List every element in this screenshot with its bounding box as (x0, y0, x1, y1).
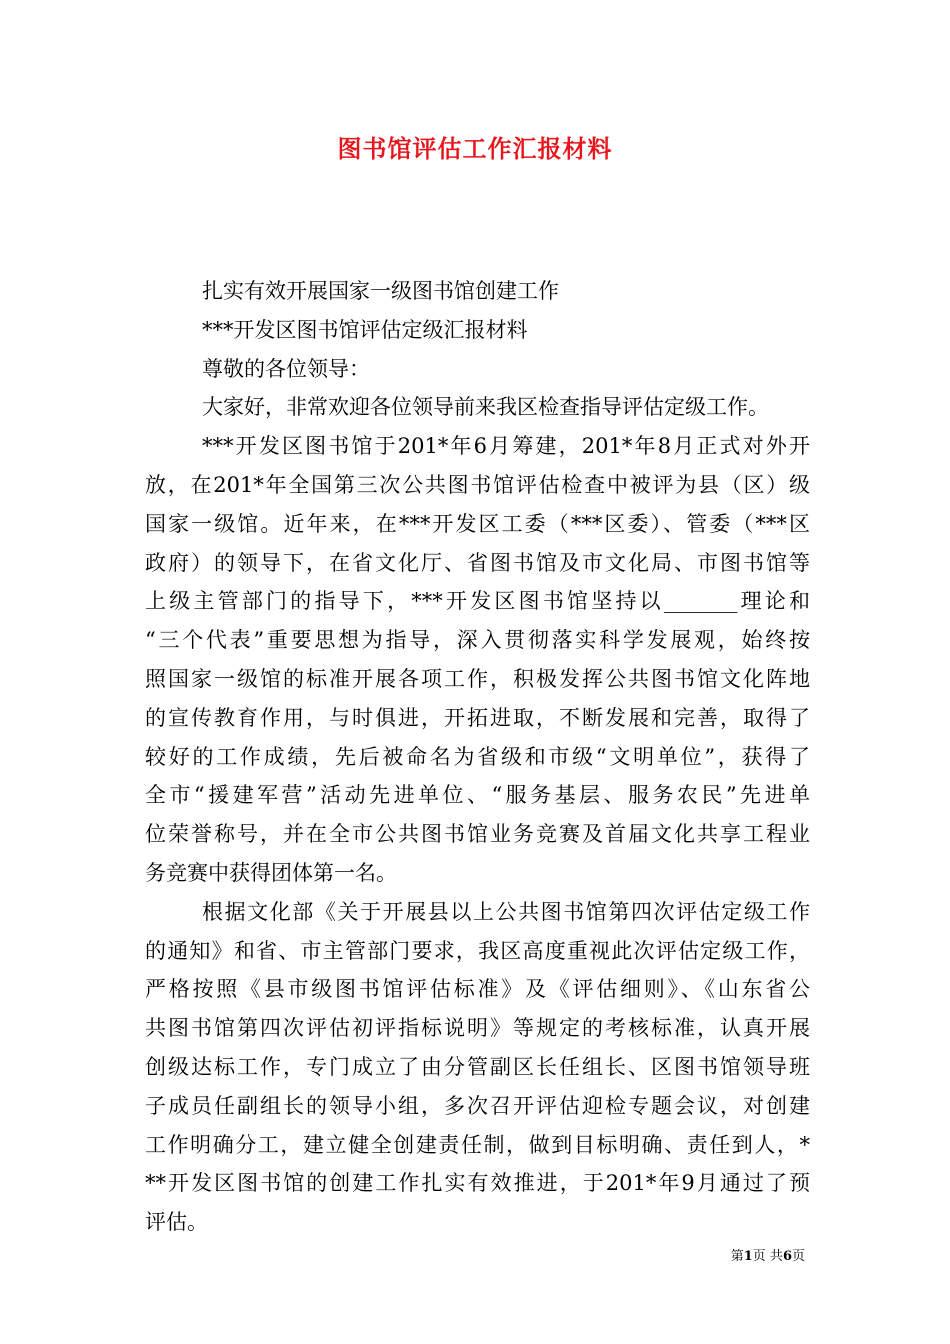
footer-suffix: 页 (791, 1249, 805, 1264)
body-line: 评估。 (145, 1210, 208, 1235)
body-line: 位荣誉称号，并在全市公共图书馆业务竞赛及首届文化共享工程业 (145, 822, 810, 847)
footer-prefix: 第 (730, 1249, 744, 1264)
body-line: 根据文化部《关于开展县以上公共图书馆第四次评估定级工作 (202, 899, 810, 924)
footer-current-page: 1 (743, 1249, 753, 1264)
body-line: 的通知》和省、市主管部门要求，我区高度重视此次评估定级工作， (145, 938, 810, 963)
body-line: 扎实有效开展国家一级图书馆创建工作 (202, 279, 559, 303)
body-line: 尊敬的各位领导： (202, 356, 370, 381)
document-title: 图书馆评估工作汇报材料 (337, 134, 613, 163)
body-line: 子成员任副组长的领导小组，多次召开评估迎检专题会议，对创建 (145, 1093, 810, 1118)
body-line: 工作明确分工，建立健全创建责任制，做到目标明确、责任到人，* (145, 1132, 810, 1157)
body-line: 照国家一级馆的标准开展各项工作，积极发挥公共图书馆文化阵地 (145, 666, 810, 691)
body-line: 全市“援建军营”活动先进单位、“服务基层、服务农民”先进单 (145, 783, 810, 808)
page-footer (731, 1248, 805, 1266)
body-line: 政府）的领导下，在省文化厅、省图书馆及市文化局、市图书馆等 (145, 550, 810, 575)
body-line: 的宣传教育作用，与时俱进，开拓进取，不断发展和完善，取得了 (145, 705, 810, 730)
body-line: ***开发区图书馆评估定级汇报材料 (202, 317, 528, 342)
body-line: 创级达标工作，专门成立了由分管副区长任组长、区图书馆领导班 (145, 1054, 810, 1079)
footer-total-pages: 6 (782, 1249, 792, 1264)
body-line: **开发区图书馆的创建工作扎实有效推进，于201*年9月通过了预 (145, 1171, 810, 1196)
body-line: 共图书馆第四次评估初评指标说明》等规定的考核标准，认真开展 (145, 1016, 810, 1041)
body-line: “三个代表”重要思想为指导，深入贯彻落实科学发展观，始终按 (145, 628, 810, 653)
body-line: ***开发区图书馆于201*年6月筹建，201*年8月正式对外开 (202, 434, 810, 459)
body-line: 放，在201*年全国第三次公共图书馆评估检查中被评为县（区）级 (145, 472, 810, 497)
footer-middle: 页 共 (752, 1249, 783, 1264)
body-line: 国家一级馆。近年来，在***开发区工委（***区委）、管委（***区 (145, 511, 810, 536)
body-line: 大家好，非常欢迎各位领导前来我区检查指导评估定级工作。 (202, 395, 769, 420)
body-line: 严格按照《县市级图书馆评估标准》及《评估细则》、《山东省公 (145, 977, 810, 1002)
body-line: 务竞赛中获得团体第一名。 (145, 860, 397, 885)
body-line: 上级主管部门的指导下，***开发区图书馆坚持以_______理论和 (145, 589, 810, 614)
body-line: 较好的工作成绩，先后被命名为省级和市级“文明单位”，获得了 (145, 744, 810, 769)
document-body (145, 272, 810, 1242)
